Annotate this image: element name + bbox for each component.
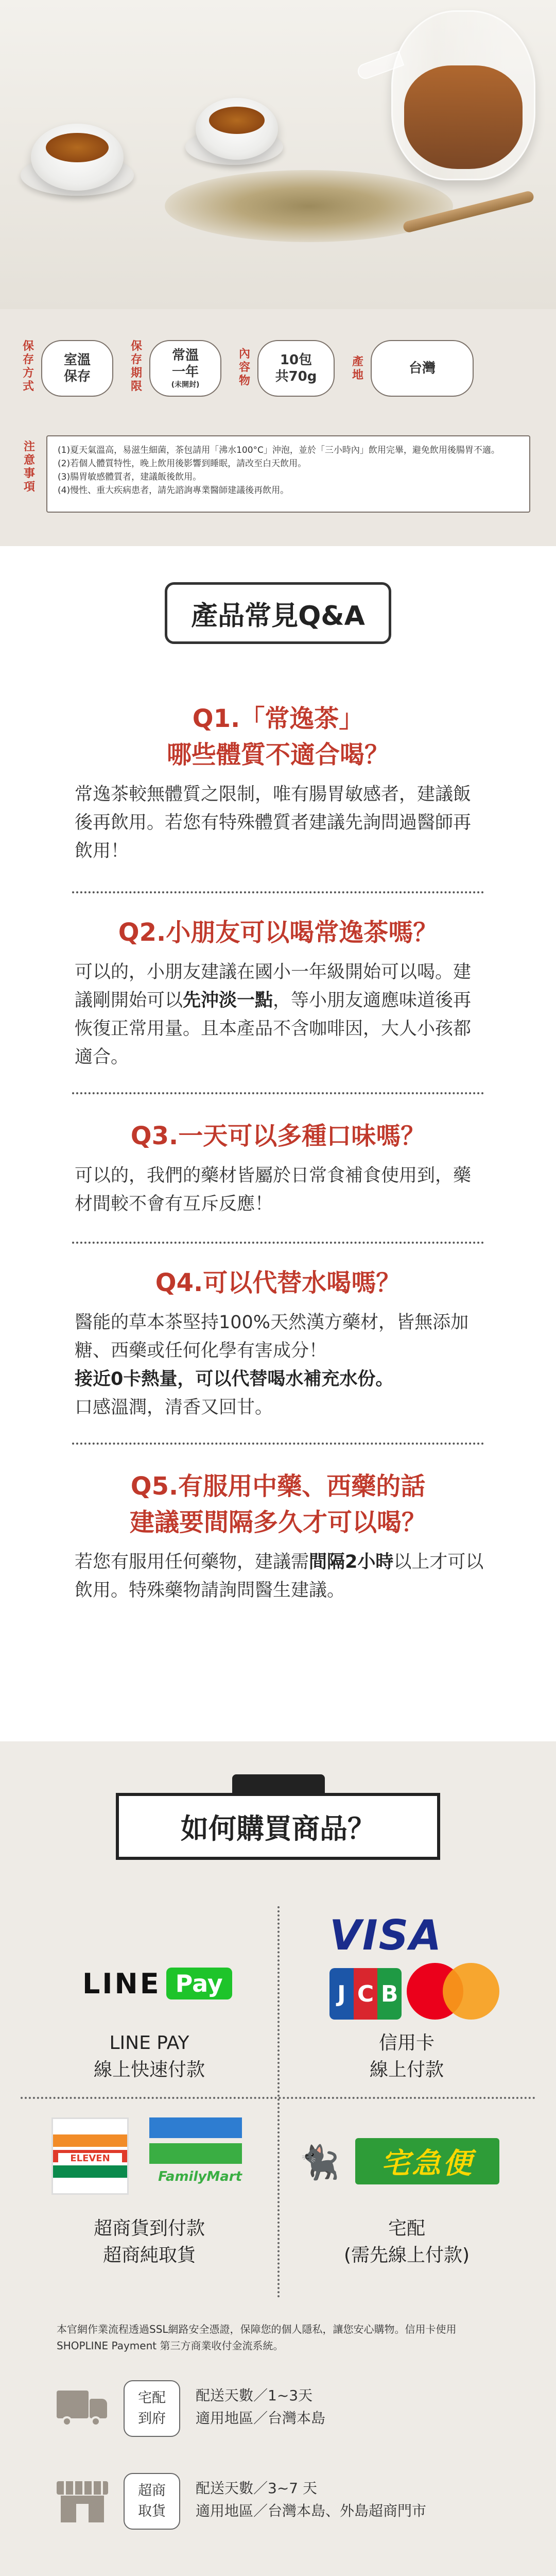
a5-text [75,1548,486,1605]
familymart-logo [149,2117,242,2195]
truck-icon [57,2391,108,2427]
line-pay-label2: 線上快速付款 [93,2059,205,2080]
storage-value: 室溫 保存 [41,340,113,397]
storage-label: 保 存 方 式 [22,340,34,393]
home-delivery-pill: 宅配 到府 [124,2380,180,2437]
a5-part2: 以上才可以飲用。特殊藥物請詢問醫生建議。 [75,1552,484,1601]
shelf-life-label: 保 存 期 限 [130,340,142,393]
a5-part1: 若您有服用任何藥物，建議需 [75,1552,309,1572]
divider [72,1242,484,1244]
home-label1: 宅配 [388,2218,425,2239]
contents-value: 10包 共70g [257,340,335,397]
notes-box [46,435,530,513]
shelf-life-value [149,340,221,397]
a4-part1: 醫能的草本茶堅持100%天然漢方藥材，皆無添加糖、西藥或任何化學有害成分！ [75,1312,469,1361]
grid-divider-vertical [277,1906,280,2298]
note-item: (4)慢性、重大疾病患者，請先諮詢專業醫師建議後再飲用。 [58,485,289,496]
tea-cup-left [31,124,124,191]
payment-convenience-store [21,2107,278,2308]
buy-heading [116,1793,440,1860]
q1-title [0,701,556,773]
mastercard-logo [407,1963,499,2020]
shipping-home [57,2380,520,2447]
line-pay-logo [82,1963,232,2004]
origin-label: 產 地 [352,355,363,382]
q5-title [0,1468,556,1540]
shipping-cvs [57,2473,520,2540]
line-logo-pay: Pay [166,1968,232,1999]
card-label2: 線上付款 [369,2059,444,2080]
q5-line2: 建議要間隔多久才可以喝？ [129,1508,426,1537]
store-icon [57,2481,108,2522]
payment-credit-card [278,1896,535,2097]
grid-divider-horizontal [21,2097,535,2099]
a2-part2: ，等小朋友適應味道後再恢復正常用量。且本產品不含咖啡因，大人小孩都適合。 [75,990,472,1067]
q1-line1: Q1.「常逸茶」 [192,704,364,733]
cvs-pickup-info [196,2477,535,2522]
a4-text [75,1309,486,1422]
note-item: (1)夏天氣溫高，易滋生細菌，茶包請用「沸水100°C」沖泡，並於「三小時內」飲用完畢，避免飲用後腸胃不適。 [58,445,500,455]
divider [72,1443,484,1445]
takkyubin-logo: 宅急便 [355,2138,499,2184]
cvs-pickup-days: 配送天數／3~7 天 [196,2480,317,2497]
a2-part1: 可以的，小朋友建議在國小一年級開始可以喝。建議剛開始可以 [75,962,472,1011]
familymart-text: FamilyMart [158,2169,242,2184]
note-item: (2)若個人體質特性，晚上飲用後影響到睡眠，請改至白天飲用。 [58,459,307,469]
divider [72,1092,484,1094]
q3-title: Q3.一天可以多種口味嗎？ [130,1122,426,1150]
jcb-logo: J C B [329,1968,402,2020]
faq-section [0,546,556,1741]
q5-line1: Q5.有服用中藥、西藥的話 [130,1472,426,1501]
black-cat-icon: 🐈‍⬛ [299,2144,340,2182]
a4-part2: 口感溫潤，清香又回甘。 [75,1397,273,1418]
tea-cup-right [196,98,278,160]
shelf-life-sub: (未開封) [171,381,200,389]
heading-tab-decoration [232,1774,325,1796]
home-delivery-info [196,2384,535,2430]
visa-logo: VISA [329,1911,443,1959]
cvs-label1: 超商貨到付款 [93,2218,205,2239]
home-delivery-area: 適用地區／台灣本島 [196,2410,326,2427]
buy-heading-text: 如何購買商品？ [181,1812,375,1845]
cvs-pickup-area: 適用地區／台灣本島、外島超商門市 [196,2502,427,2519]
a2-bold: 先沖淡一點 [183,990,273,1011]
a3-text: 可以的，我們的藥材皆屬於日常食補食使用到，藥材間較不會有互斥反應！ [75,1165,472,1214]
note-item: (3)腸胃敏感體質者，建議飯後飲用。 [58,472,202,482]
a5-bold: 間隔2小時 [309,1552,394,1572]
payment-line-pay [21,1896,278,2097]
faq-heading: 產品常見Q&A [165,582,391,644]
product-specs [0,309,556,546]
q4-title: Q4.可以代替水喝嗎？ [155,1268,401,1297]
how-to-buy-section [0,1741,556,2576]
a1-text: 常逸茶較無體質之限制，唯有腸胃敏感者，建議飯後再飲用。若您有特殊體質者建議先詢問過醫師再飲用！ [75,784,472,861]
seven-eleven-text: ELEVEN [58,2153,122,2164]
line-logo-text: LINE [82,1967,161,2000]
notes-label: 注 意 事 項 [23,440,35,494]
home-label2: (需先線上付款) [343,2245,470,2266]
cvs-pickup-pill: 超商 取貨 [124,2473,180,2530]
security-note: 本官網作業流程透過SSL網路安全憑證，保障您的個人隱私，讓您安心購物。信用卡使用SHOPLINE Payment 第三方商業收付金流系統。 [57,2323,457,2352]
a4-bold: 接近0卡熱量，可以代替喝水補充水份。 [75,1369,394,1389]
card-label1: 信用卡 [378,2032,435,2054]
shelf-life-text: 常溫 一年 [171,348,199,380]
cvs-label2: 超商純取貨 [102,2245,196,2266]
divider [72,891,484,893]
glass-teapot [391,10,535,180]
q1-line2: 哪些體質不適合喝？ [166,740,389,769]
origin-value: 台灣 [371,340,474,397]
q2-title: Q2.小朋友可以喝常逸茶嗎？ [118,918,438,947]
seven-eleven-logo [51,2117,129,2195]
payment-home-delivery [278,2107,535,2308]
product-photo [0,0,556,309]
a2-text [75,958,486,1072]
line-pay-label1: LINE PAY [109,2032,189,2054]
home-delivery-days: 配送天數／1~3天 [196,2387,313,2404]
contents-label: 內 容 物 [238,348,250,387]
